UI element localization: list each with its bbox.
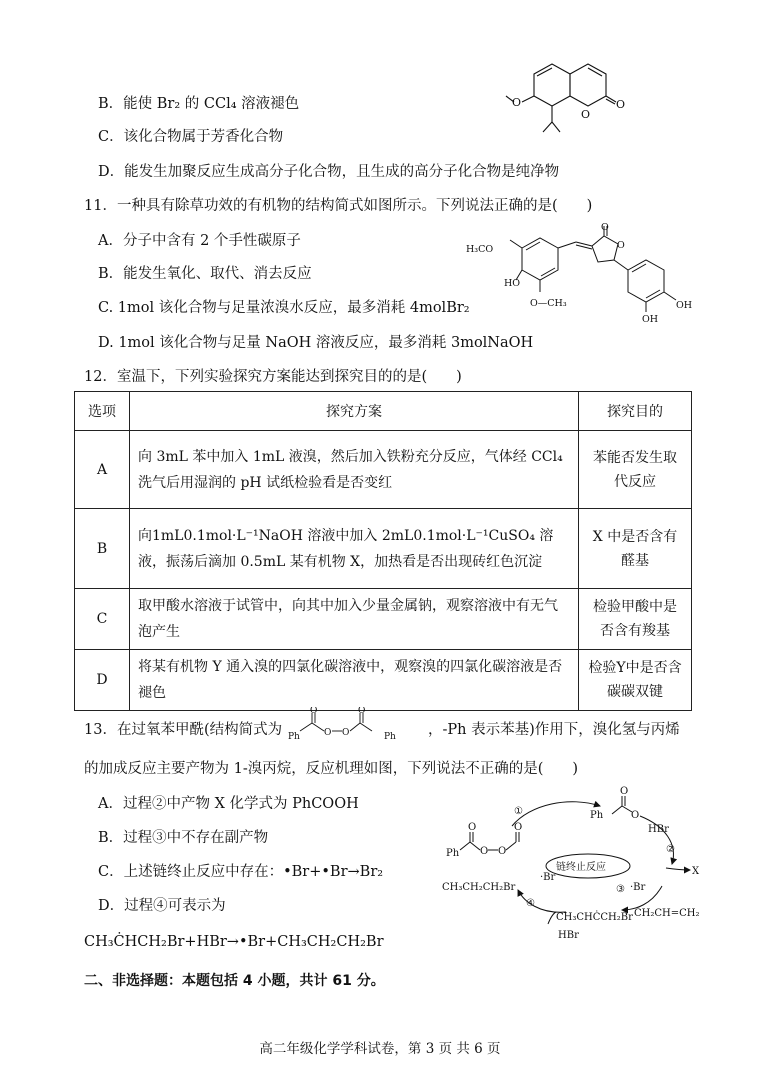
q12-table	[74, 391, 692, 711]
q13-stem-part2: ，-Ph 表示苯基)作用下，溴化氢与丙烯	[428, 722, 680, 738]
q13-o-right: O	[358, 707, 366, 716]
q13-equation: CH₃ĊHCH₂Br+HBr→•Br+CH₃CH₂CH₂Br	[84, 934, 384, 950]
header-goal: 探究目的	[579, 392, 692, 431]
row-option: B	[75, 509, 130, 589]
mech-o-3: O	[498, 846, 507, 857]
q10-structure	[488, 62, 638, 142]
q13-o-left: O	[310, 707, 318, 716]
table-row	[75, 509, 692, 589]
q11-label-oh1: OH	[676, 300, 693, 311]
q11-label-h3co: H₃CO	[466, 244, 494, 255]
row-option: A	[75, 431, 130, 509]
page-footer: 高二年级化学学科试卷，第 3 页 共 6 页	[259, 1041, 501, 1057]
q11-option-a: A．分子中含有 2 个手性碳原子	[98, 233, 301, 249]
mech-o-4: O	[514, 822, 523, 833]
row-option: D	[75, 650, 130, 711]
mech-step1: ①	[514, 806, 523, 817]
section-title: 二、非选择题：本题包括 4 小题，共计 61 分。	[84, 973, 385, 989]
row-plan: 取甲酸水溶液于试管中，向其中加入少量金属钠，观察溶液中有无气泡产生	[130, 589, 579, 650]
q13-option-d: D．过程④可表示为	[98, 898, 226, 914]
mech-intermediate: CH₃CHĊCH₂Br	[556, 912, 633, 923]
q13-o-mid2: O	[342, 728, 350, 738]
mech-br-radical: ·Br	[630, 882, 646, 893]
mech-o-5: O	[620, 786, 629, 797]
q11-stem: 11．一种具有除草功效的有机物的结构简式如图所示。下列说法正确的是( )	[84, 198, 593, 214]
q13-peroxide-structure	[288, 707, 428, 745]
mech-step4: ④	[526, 898, 535, 909]
mech-br-left: ·Br	[540, 872, 556, 883]
q13-stem-line2: 的加成反应主要产物为 1-溴丙烷，反应机理如图，下列说法不正确的是( )	[84, 761, 579, 777]
q11-option-d: D. 1mol 该化合物与足量 NaOH 溶液反应，最多消耗 3molNaOH	[98, 335, 534, 351]
row-plan: 向1mL0.1mol·L⁻¹NaOH 溶液中加入 2mL0.1mol·L⁻¹CuSO₄ 溶液，振荡后滴加 0.5mL 某有机物 X，加热看是否出现砖红色沉淀	[130, 509, 579, 589]
mech-o-1: O	[468, 822, 477, 833]
row-option: C	[75, 589, 130, 650]
mech-ph-1: Ph	[446, 848, 460, 859]
q13-stem-part1: 13．在过氧苯甲酰(结构简式为	[84, 722, 283, 738]
mech-step2: ②	[666, 844, 675, 855]
q11-option-c: C. 1mol 该化合物与足量浓溴水反应，最多消耗 4molBr₂	[98, 300, 470, 316]
mech-o-radical: O	[631, 810, 640, 821]
row-plan: 向 3mL 苯中加入 1mL 液溴，然后加入铁粉充分反应，气体经 CCl₄ 洗气后用湿润的 pH 试纸检验看是否变红	[130, 431, 579, 509]
q11-label-ho: HO	[504, 278, 521, 289]
q11-label-oh2: OH	[642, 314, 659, 325]
q10-option-d: D．能发生加聚反应生成高分子化合物，且生成的高分子化合物是纯净物	[98, 164, 560, 180]
q11-label-och3: O—CH₃	[530, 298, 567, 309]
header-option: 选项	[75, 392, 130, 431]
mech-hbr-bottom: HBr	[558, 930, 579, 941]
q11-structure	[464, 222, 696, 334]
q13-ph-left: Ph	[288, 732, 300, 742]
row-goal: X 中是否含有醛基	[579, 509, 692, 589]
q11-label-o-ring: O	[617, 240, 625, 251]
mech-hbr-top: HBr	[648, 824, 669, 835]
q13-ph-right: Ph	[384, 732, 396, 742]
mech-o-2: O	[480, 846, 489, 857]
mech-chain-termination: 链终止反应	[556, 862, 606, 873]
q13-option-b: B．过程③中不存在副产物	[98, 830, 269, 846]
q12-stem: 12．室温下，下列实验探究方案能达到探究目的的是( )	[84, 369, 462, 385]
q13-option-c: C．上述链终止反应中存在：•Br+•Br→Br₂	[98, 864, 384, 880]
q10-label-o1: O	[512, 96, 522, 109]
row-goal: 检验Y中是否含碳碳双键	[579, 650, 692, 711]
mech-x: X	[692, 866, 700, 877]
q10-label-o3: O	[616, 98, 626, 111]
q10-label-o2: O	[581, 108, 591, 121]
q10-option-c: C．该化合物属于芳香化合物	[98, 129, 284, 145]
table-row	[75, 650, 692, 711]
q11-label-o-carbonyl: O	[601, 222, 609, 233]
q10-option-b: B．能使 Br₂ 的 CCl₄ 溶液褪色	[98, 96, 300, 112]
table-header-row	[75, 392, 692, 431]
q13-mechanism-diagram	[440, 786, 700, 946]
mech-product: CH₃CH₂CH₂Br	[442, 882, 516, 893]
row-goal: 苯能否发生取代反应	[579, 431, 692, 509]
q13-option-a: A．过程②中产物 X 化学式为 PhCOOH	[98, 796, 359, 812]
header-plan: 探究方案	[130, 392, 579, 431]
table-row	[75, 431, 692, 509]
mech-propene: CH₂CH=CH₂	[634, 908, 700, 919]
mech-step3: ③	[616, 884, 625, 895]
row-plan: 将某有机物 Y 通入溴的四氯化碳溶液中，观察溴的四氯化碳溶液是否褪色	[130, 650, 579, 711]
table-row	[75, 589, 692, 650]
mech-ph-2: Ph	[590, 810, 604, 821]
q11-option-b: B．能发生氧化、取代、消去反应	[98, 266, 312, 282]
row-goal: 检验甲酸中是否含有羧基	[579, 589, 692, 650]
q13-o-mid1: O	[324, 728, 332, 738]
